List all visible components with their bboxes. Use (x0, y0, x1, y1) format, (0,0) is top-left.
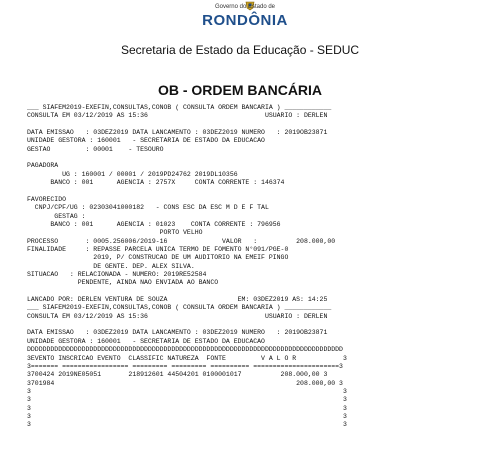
report-line: LANCADO POR: DERLEN VENTURA DE SOUZA EM: 03DEZ2019 AS: 14:25 (27, 296, 328, 304)
report-line: GESTAG : (27, 212, 86, 220)
report-line: 3 3 (27, 412, 347, 420)
report-line: 3EVENTO INSCRICAO EVENTO CLASSIFIC NATUREZA FONTE V A L O R 3 (27, 354, 347, 362)
report-line: GESTAO : 00001 - TESOURO (27, 145, 164, 153)
report-line: ___ SIAFEM2019-EXEFIN,CONSULTAS,CONOB ( CONSULTA ORDEM BANCARIA ) ____________ (27, 304, 332, 312)
report-line: UG : 160001 / 00001 / 2019PD24762 2019DL10356 (27, 170, 238, 178)
report-line: PROCESSO : 0005.256006/2019-16 VALOR : 208.000,00 (27, 237, 336, 245)
report-line: PENDENTE, AINDA NAO ENVIADA AO BANCO (27, 279, 219, 287)
department-title: Secretaria de Estado da Educação - SEDUC (120, 43, 360, 57)
report-line: PORTO VELHO (27, 229, 203, 237)
report-line: PAGADORA (27, 162, 59, 170)
report-line: 3700424 2019NE05051 218912601 44504201 0100001017 208.000,00 3 (27, 371, 328, 379)
report-line: 3 3 (27, 396, 347, 404)
report-line: DDDDDDDDDDDDDDDDDDDDDDDDDDDDDDDDDDDDDDDDDDDDDDDDDDDDDDDDDDDDDDDDDDDDDDDDDDDDDDDDD (27, 346, 343, 354)
report-line: 3 3 (27, 404, 347, 412)
government-label: Governo do Estado de (214, 4, 276, 10)
report-line: UNIDADE GESTORA : 160001 - SECRETARIA DE ESTADO DA EDUCACAO (27, 337, 265, 345)
report-line: BANCO : 001 AGENCIA : 01023 CONTA CORRENTE : 796956 (27, 220, 281, 228)
report-line: ___ SIAFEM2019-EXEFIN,CONSULTAS,CONOB ( CONSULTA ORDEM BANCARIA ) ____________ (27, 104, 332, 111)
report-line: BANCO : 001 AGENCIA : 2757X CONTA CORRENTE : 146374 (27, 179, 285, 187)
report-line: CNPJ/CPF/UG : 02303041000182 - CONS ESC DA ESC M D E F TAL (27, 204, 269, 212)
report-line: 3 3 (27, 421, 347, 429)
report-line: DE GENTE. DEP. ALEX SILVA. (27, 262, 195, 270)
document-title: OB - ORDEM BANCÁRIA (157, 82, 323, 98)
report-line: 3======= ================= ========= ========= ========== ======================3 (27, 362, 343, 370)
report-line: FINALIDADE : REPASSE PARCELA UNICA TERMO DE FOMENTO N°091/PGE-0 (27, 245, 289, 253)
state-logo-text: RONDÔNIA (202, 12, 288, 29)
report-line: 3 3 (27, 387, 347, 395)
report-line: CONSULTA EM 03/12/2019 AS 15:36 USUARIO : DERLEN (27, 112, 328, 120)
report-line: DATA EMISSAO : 03DEZ2019 DATA LANCAMENTO : 03DEZ2019 NUMERO : 2019OB23871 (27, 129, 328, 137)
report-line: UNIDADE GESTORA : 160001 - SECRETARIA DE ESTADO DA EDUCACAO (27, 137, 265, 145)
report-line: DATA EMISSAO : 03DEZ2019 DATA LANCAMENTO : 03DEZ2019 NUMERO : 2019OB23871 (27, 329, 328, 337)
report-line: 3701984 208.000,00 3 (27, 379, 343, 387)
report-line: SITUACAO : RELACIONADA - NUMERO: 2019RE52584 (27, 271, 207, 278)
report-line: 2019, P/ CONSTRUCAO DE UM AUDITORIO NA EMEIF PINGO (27, 254, 289, 262)
report-line: FAVORECIDO (27, 195, 67, 203)
report-line: CONSULTA EM 03/12/2019 AS 15:36 USUARIO : DERLEN (27, 312, 328, 320)
document-header (0, 0, 480, 120)
